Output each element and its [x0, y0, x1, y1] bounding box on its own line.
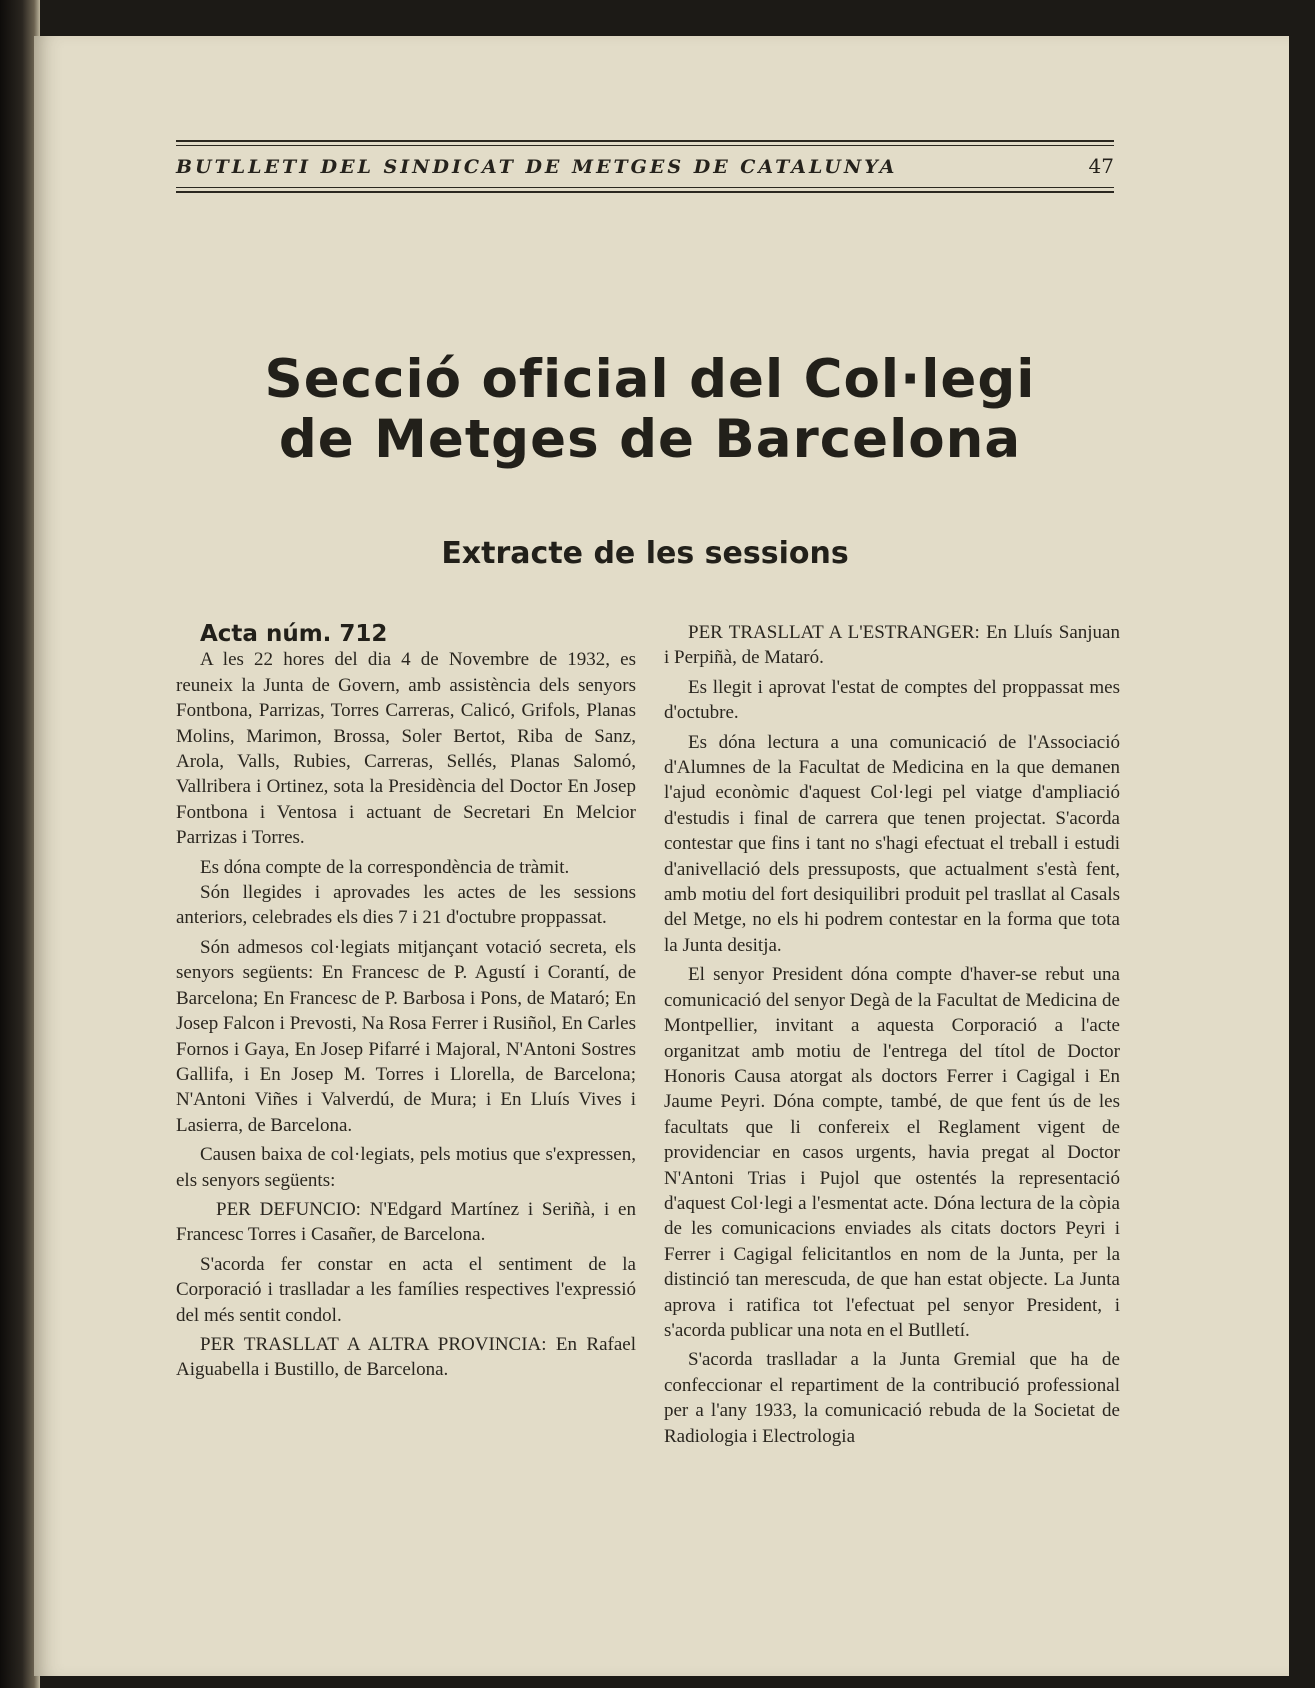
right-column	[664, 620, 1120, 1449]
header-bottom-rule	[176, 191, 1114, 193]
paragraph: Es dóna lectura a una comunicació de l'Associació d'Alumnes de la Facultat de Medicina en la que demanen l'ajud econòmic d'aquest Col·legi pel viatge d'ampliació d'estudis i final de carrera que tenen projectat. S'acorda contestar que fins i tant no s'hagi efectuat el treball i estudi d'anivellació dels pressuposts, que actualment s'està fent, amb motiu del fort desiquilibri produit pel trasllat al Casals del Metge, no els hi podrem contestar en la forma que tota la Junta desitja.	[664, 731, 1120, 956]
paragraph: Són admesos col·legiats mitjançant votació secreta, els senyors següents: En Francesc de P. Agustí i Corantí, de Barcelona; En Francesc de P. Barbosa i Pons, de Mataró; En Josep Falcon i Prevosti, Na Rosa Ferrer i Rusiñol, En Carles Fornos i Gaya, En Josep Pifarré i Majoral, N'Antoni Sostres Gallifa, i En Josep M. Torres i Llorella, de Barcelona; N'Antoni Viñes i Valverdú, de Mura; i En Lluís Vives i Lasierra, de Barcelona.	[176, 936, 636, 1136]
acta-title: Acta núm. 712	[200, 621, 388, 647]
paragraph: PER TRASLLAT A ALTRA PROVINCIA: En Rafael Aiguabella i Bustillo, de Barcelona.	[176, 1333, 636, 1381]
paragraph: S'acorda fer constar en acta el sentiment de la Corporació i traslladar a les famílies respectives l'expressió del més sentit condol.	[176, 1253, 636, 1326]
left-column	[176, 622, 636, 1383]
section-subtitle: Extracte de les sessions	[441, 536, 849, 571]
header-bottom-rule-thin	[176, 187, 1114, 188]
paragraph: Causen baixa de col·legiats, pels motius que s'expressen, els senyors següents:	[176, 1144, 636, 1191]
section-title-line-1: Secció oficial del Col·legi	[264, 349, 1036, 410]
paragraph: A les 22 hores del dia 4 de Novembre de 1932, es reuneix la Junta de Govern, amb assistència dels senyors Fontbona, Parrizas, Torres Carreras, Calicó, Grifols, Planas Molins, Marimon, Brossa, Soler Bertot, Riba de Sanz, Arola, Valls, Rubies, Carreras, Sellés, Planas Salomó, Vallribera i Ortinez, sota la Presidència del Doctor En Josep Fontbona i Ventosa i actuant de Secretari En Melcior Parrizas i Torres.	[176, 649, 636, 849]
paragraph: PER TRASLLAT A L'ESTRANGER: En Lluís Sanjuan i Perpiñà, de Mataró.	[664, 622, 1120, 669]
paragraph: PER DEFUNCIO: N'Edgard Martínez i Seriñà, i en Francesc Torres i Casañer, de Barcelona.	[176, 1198, 636, 1246]
paragraph: Es dóna compte de la correspondència de tràmit.	[200, 856, 570, 878]
page-number: 47	[1088, 154, 1114, 178]
section-title	[230, 350, 1070, 470]
paragraph: Són llegides i aprovades les actes de les sessions anteriors, celebrades els dies 7 i 21 d'octubre proppassat.	[176, 882, 636, 929]
section-title-line-2: de Metges de Barcelona	[278, 409, 1022, 470]
paragraph: El senyor President dóna compte d'haver-se rebut una comunicació del senyor Degà de la Facultat de Medicina de Montpellier, invitant a aquesta Corporació a l'acte organitzat amb motiu de l'entrega del títol de Doctor Honoris Causa atorgat als doctors Ferrer i Cagigal i En Jaume Peyri. Dóna compte, també, de que fent ús de les facultats que li confereix el Reglament vigent de providenciar en casos urgents, havia pregat al Doctor N'Antoni Trias i Pujol que ostentés la representació d'aquest Col·legi a l'esmentat acte. Dóna lectura de la còpia de les comunicacions enviades als citats doctors Peyri i Ferrer i Cagigal felicitantlos en nom de la Junta, per la distinció tan merescuda, de que han estat objecte. La Junta aprova i ratifica tot l'efectuat pel senyor President, i s'acorda publicar una nota en el Butlletí.	[664, 964, 1120, 1341]
paragraph: Es llegit i aprovat l'estat de comptes del proppassat mes d'octubre.	[664, 676, 1120, 724]
header-top-rule	[176, 140, 1114, 142]
paragraph: S'acorda traslladar a la Junta Gremial que ha de confeccionar el repartiment de la contribució professional per a l'any 1933, la comunicació rebuda de la Societat de Radiologia i Electrologia	[664, 1349, 1120, 1447]
header-row	[176, 146, 1114, 184]
running-title: BUTLLETI DEL SINDICAT DE METGES DE CATALUNYA	[176, 156, 898, 178]
running-header	[176, 140, 1114, 193]
